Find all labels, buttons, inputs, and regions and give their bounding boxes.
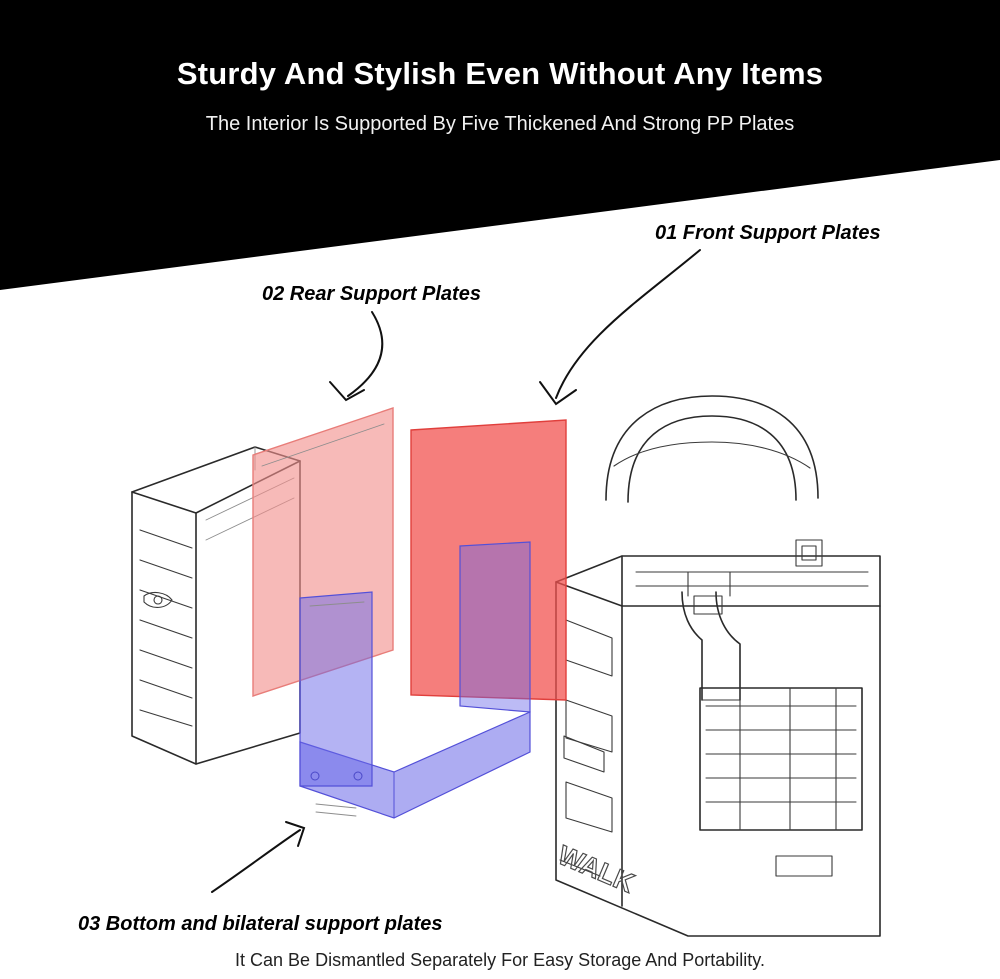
callout-arrow-03 <box>212 822 304 892</box>
footer-note: It Can Be Dismantled Separately For Easy Storage And Portability. <box>235 950 765 970</box>
callout-label-03: 03 Bottom and bilateral support plates <box>78 913 443 935</box>
left-side-support-plate <box>300 592 372 816</box>
callout-arrow-02 <box>330 312 382 400</box>
page-subtitle: The Interior Is Supported By Five Thickened And Strong PP Plates <box>205 113 795 135</box>
bag-body-sketch <box>554 396 880 936</box>
callout-label-01: 01 Front Support Plates <box>655 222 881 244</box>
callout-arrow-01 <box>540 250 700 404</box>
page-title: Sturdy And Stylish Even Without Any Items <box>176 56 824 91</box>
callout-label-02: 02 Rear Support Plates <box>262 283 481 305</box>
right-side-support-plate <box>460 542 530 712</box>
bag-brand-text: WALK <box>553 839 639 899</box>
